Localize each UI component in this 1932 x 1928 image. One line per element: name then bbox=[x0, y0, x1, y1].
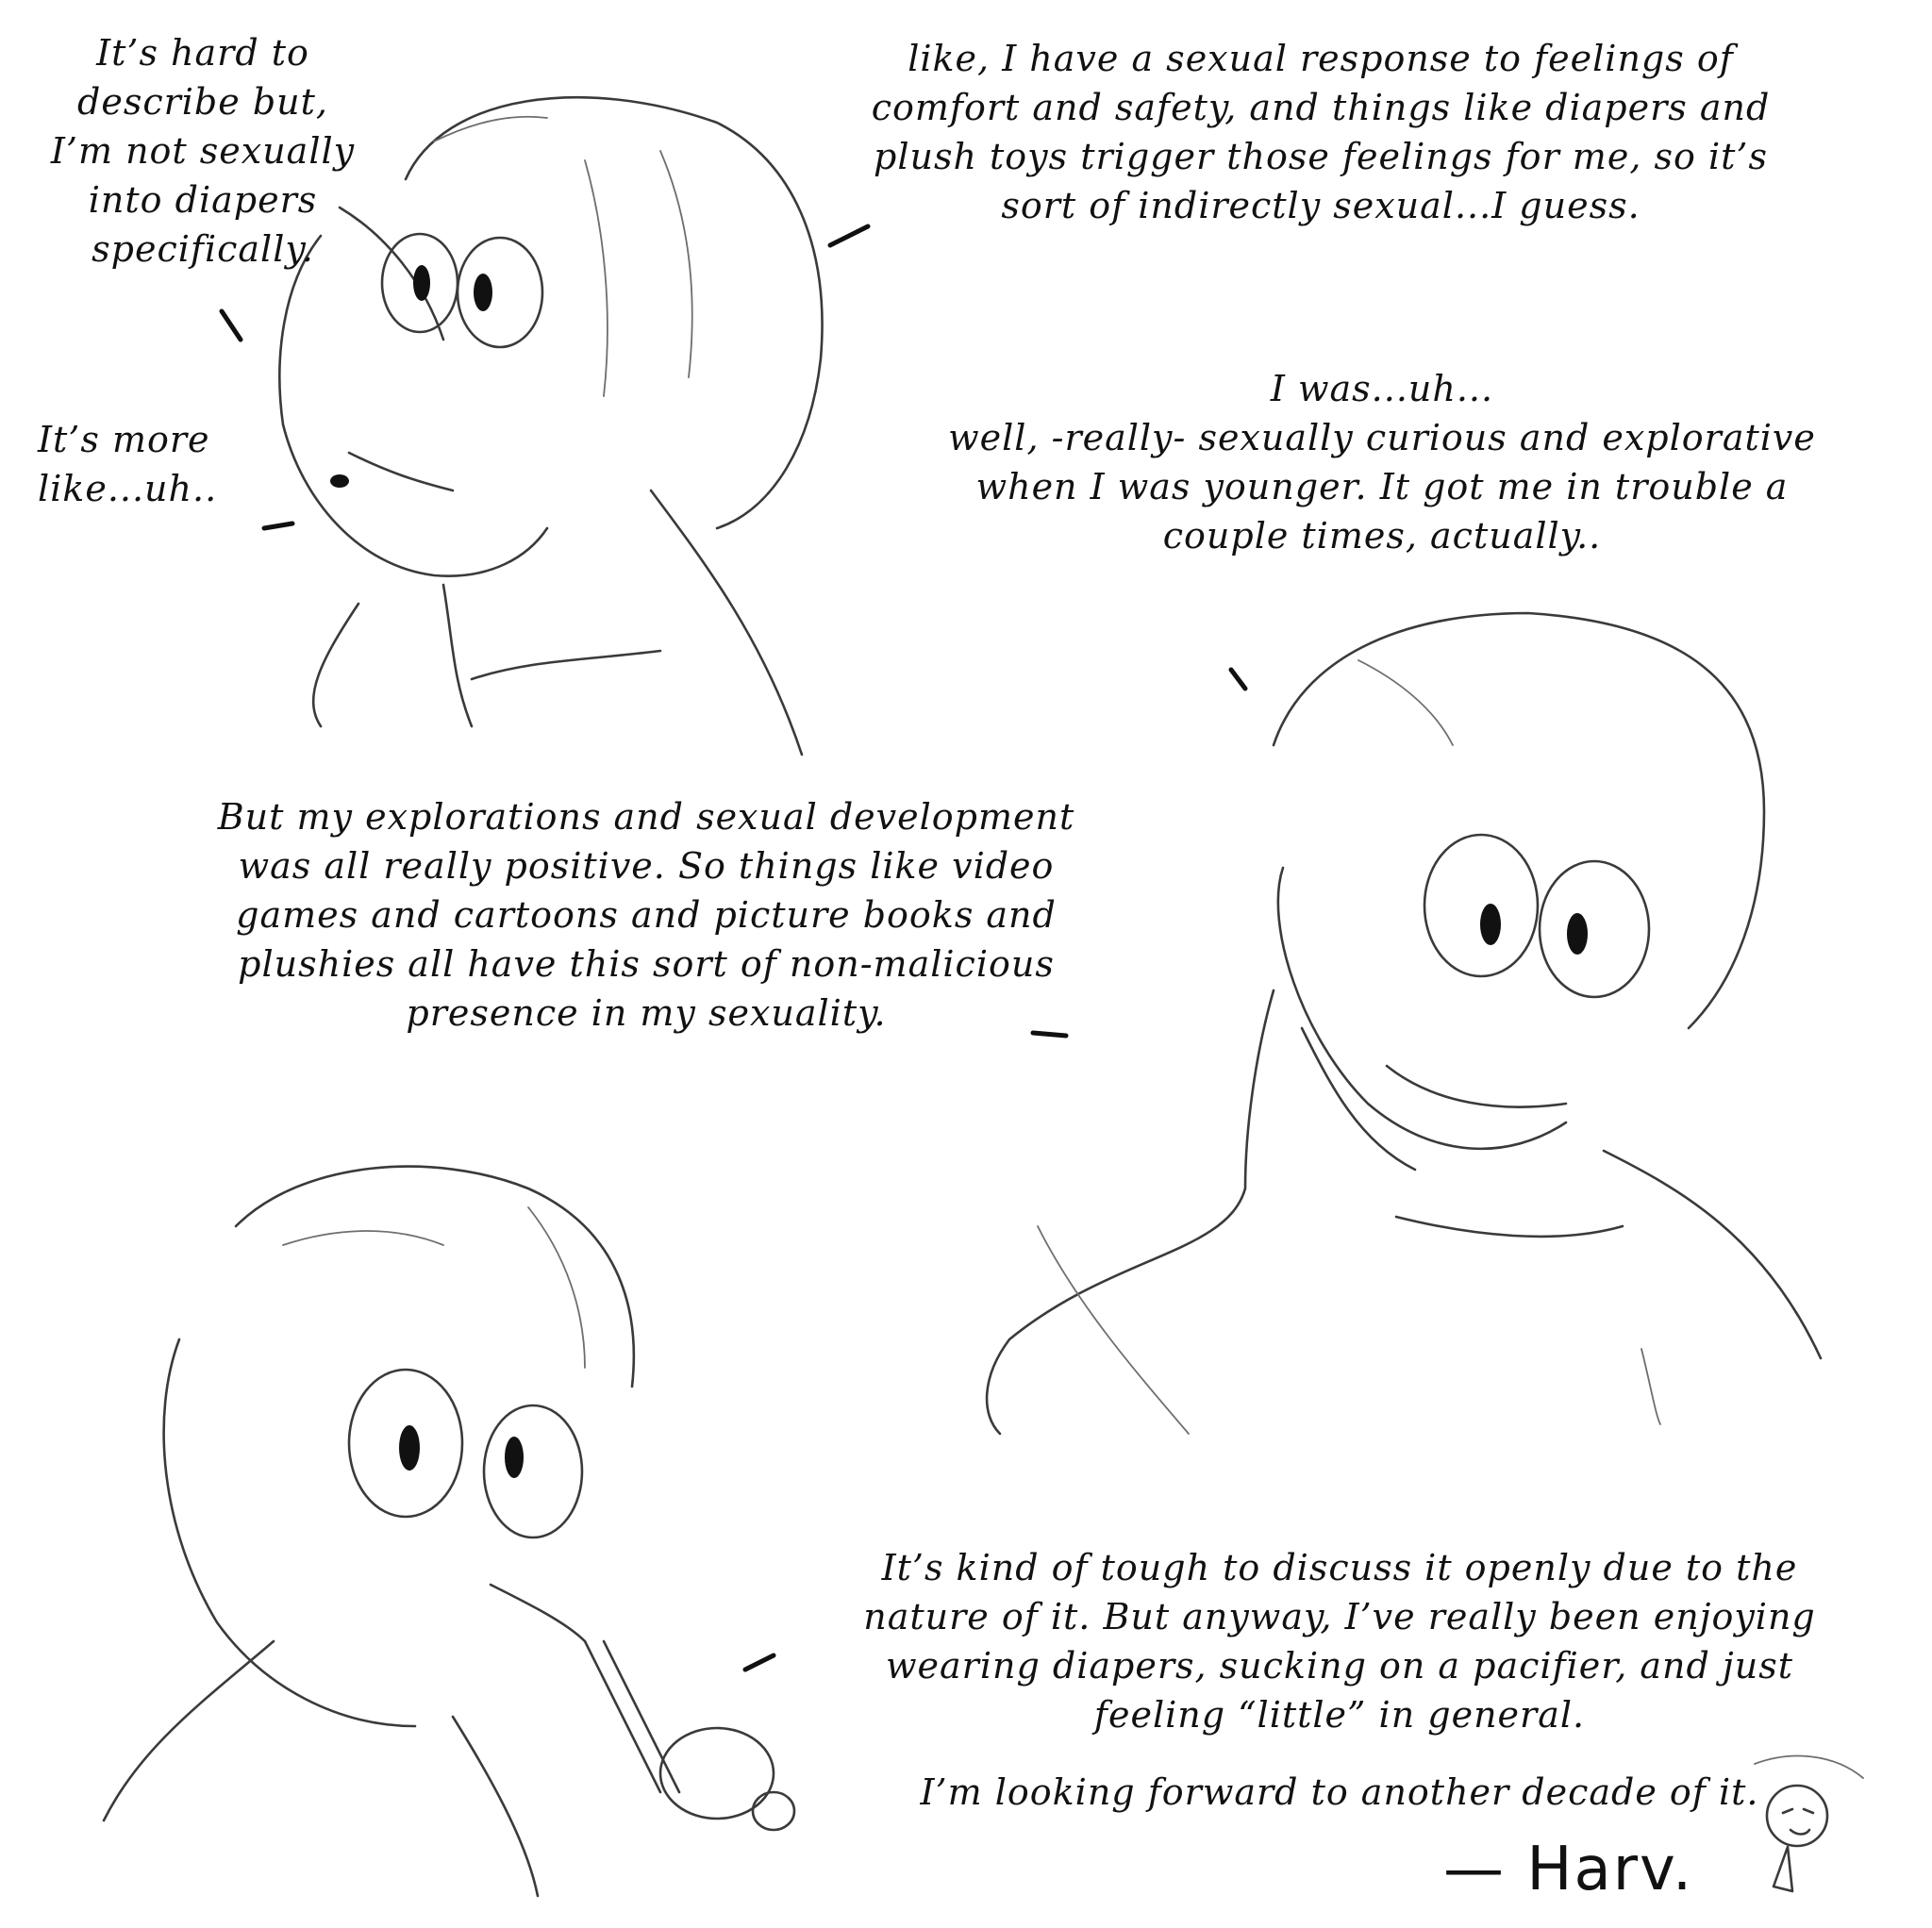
caption-line: describe but, bbox=[77, 81, 328, 123]
caption-line: wearing diapers, sucking on a pacifier, and just bbox=[886, 1645, 1793, 1687]
caption-line: was all really positive. So things like video bbox=[238, 845, 1055, 887]
caption-hard-to-describe bbox=[19, 28, 387, 274]
caption-more-like bbox=[38, 415, 264, 513]
caption-line: I was...uh... bbox=[1270, 368, 1494, 409]
caption-line: I’m looking forward to another decade of it. bbox=[920, 1771, 1759, 1813]
caption-line: I’m not sexually bbox=[50, 130, 356, 172]
caption-line: couple times, actually.. bbox=[1162, 515, 1602, 557]
caption-line: plushies all have this sort of non-malicious bbox=[238, 943, 1055, 985]
caption-line: presence in my sexuality. bbox=[406, 992, 887, 1034]
caption-line: like, I have a sexual response to feelings of bbox=[908, 38, 1734, 79]
caption-line: It’s more bbox=[38, 419, 210, 460]
caption-looking-forward bbox=[830, 1768, 1849, 1817]
caption-line: games and cartoons and picture books and bbox=[236, 894, 1057, 936]
caption-was-uh bbox=[849, 364, 1915, 560]
caption-line: nature of it. But anyway, I’ve really been enjoying bbox=[863, 1596, 1816, 1637]
caption-line: well, -really- sexually curious and explorative bbox=[948, 417, 1816, 458]
caption-line: plush toys trigger those feelings for me, so it’s bbox=[874, 136, 1768, 177]
caption-line: specifically. bbox=[92, 228, 314, 270]
caption-line: But my explorations and sexual development bbox=[217, 796, 1075, 838]
caption-line: It’s kind of tough to discuss it openly due to the bbox=[881, 1547, 1798, 1588]
caption-tough-to-discuss bbox=[792, 1543, 1887, 1739]
caption-explorations bbox=[113, 792, 1179, 1038]
caption-line: like...uh.. bbox=[38, 468, 218, 509]
caption-like-sexual-response bbox=[774, 34, 1868, 230]
caption-line: feeling “little” in general. bbox=[1093, 1694, 1586, 1736]
caption-line: It’s hard to bbox=[96, 32, 309, 74]
sketch-figure-bottom bbox=[104, 1167, 794, 1896]
caption-line: sort of indirectly sexual...I guess. bbox=[1001, 185, 1641, 226]
caption-line: when I was younger. It got me in trouble a bbox=[975, 466, 1789, 507]
signature: — Harv. bbox=[1443, 1835, 1694, 1904]
caption-line: comfort and safety, and things like diapers and bbox=[871, 87, 1771, 128]
caption-line: into diapers bbox=[88, 179, 318, 221]
